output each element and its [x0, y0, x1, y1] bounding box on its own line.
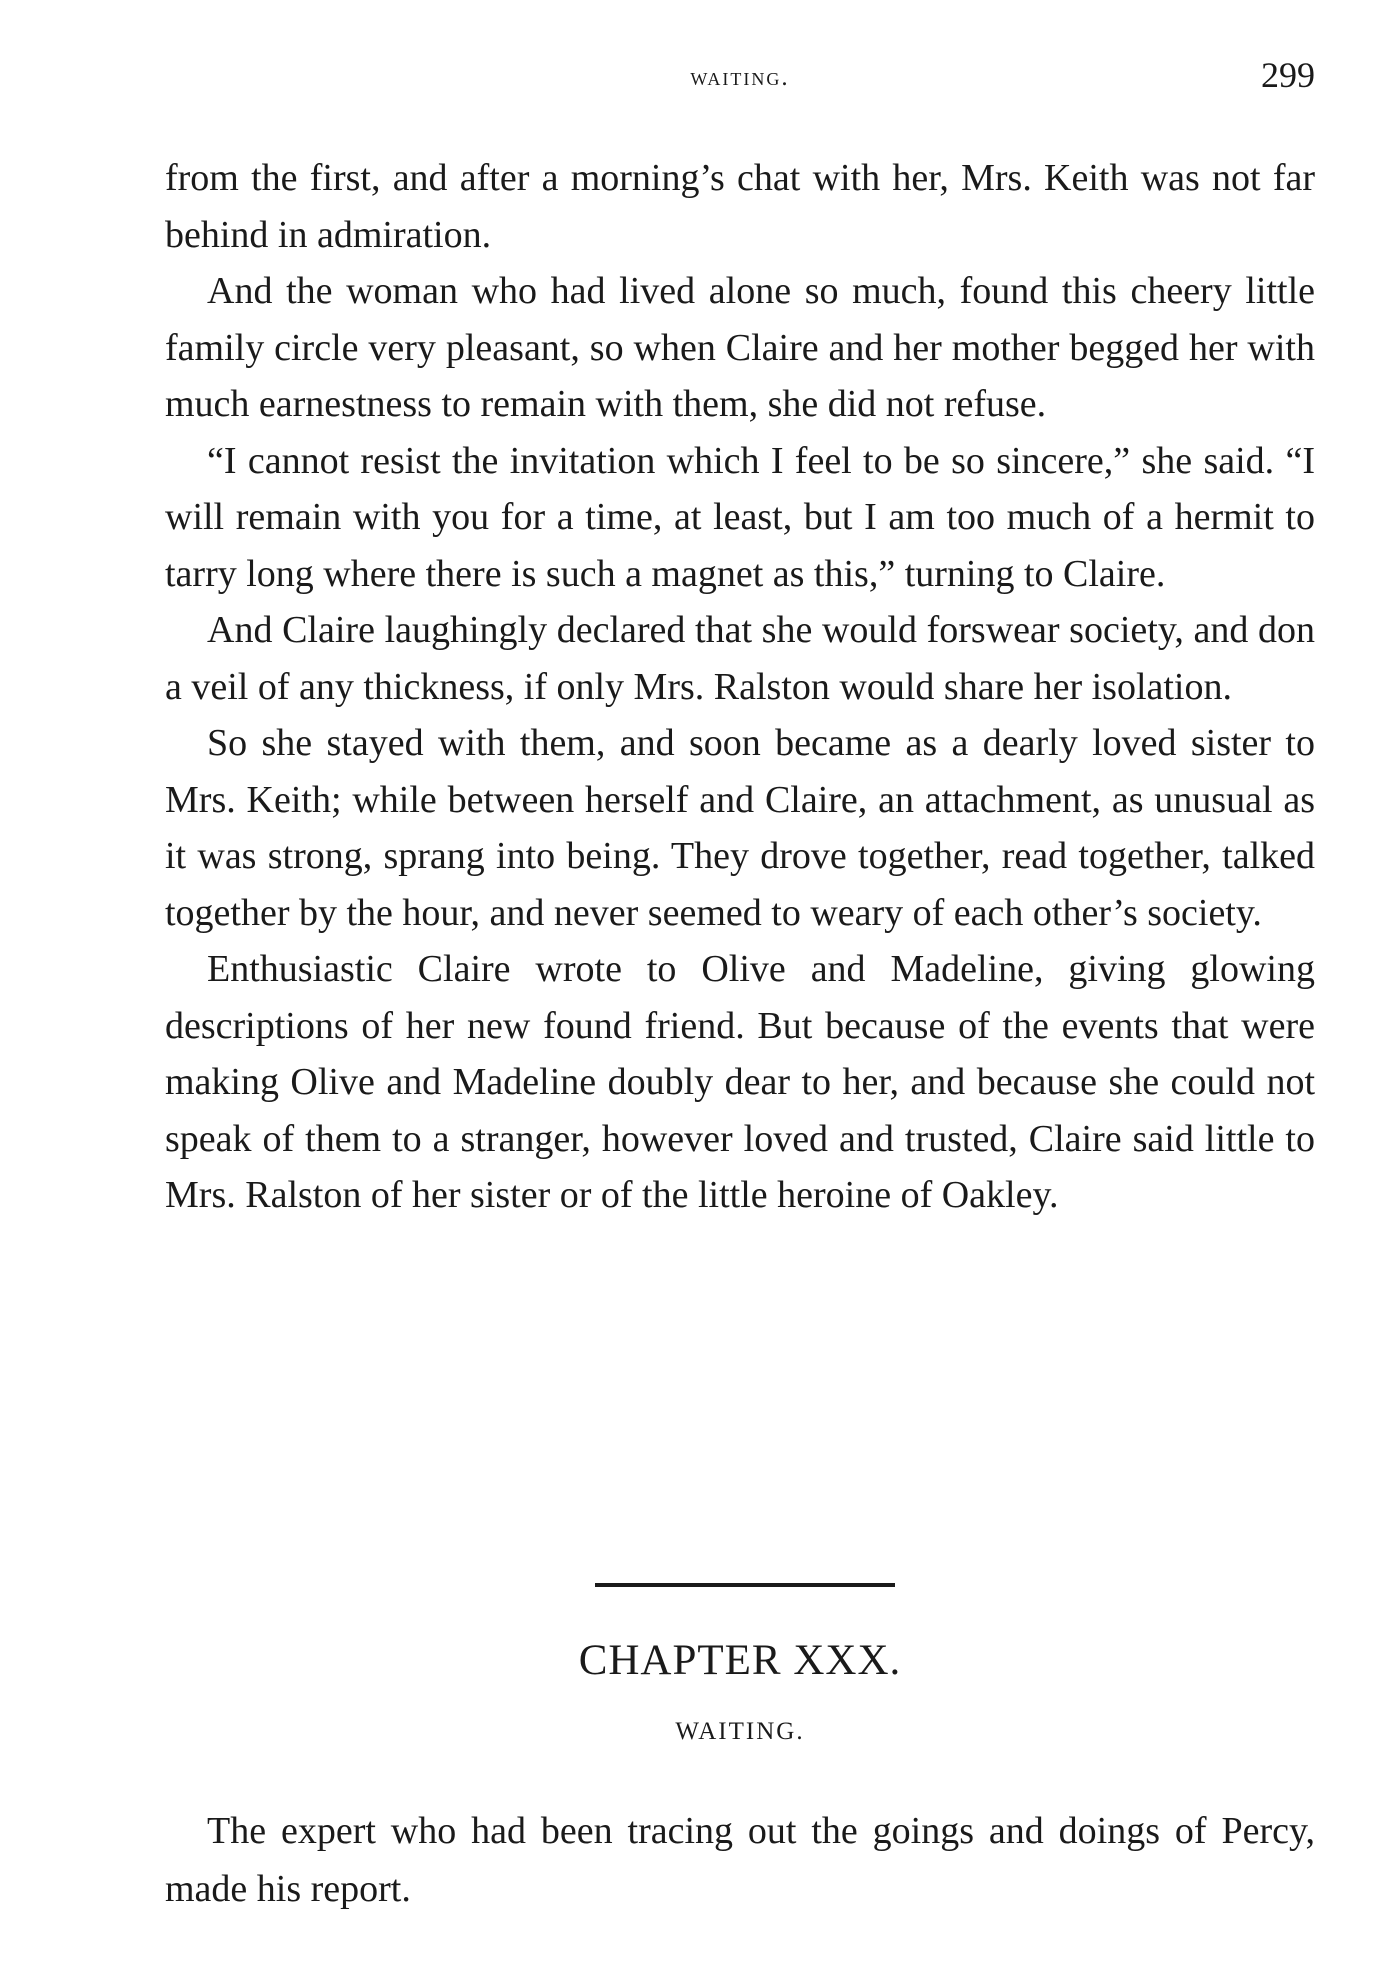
page-number: 299 [1261, 55, 1315, 95]
paragraph: So she stayed with them, and soon became as a dearly loved sister to Mrs. Keith; while between herself and Claire, an attachment, as unusual as it was strong, sprang into being. They drove together, read together, talked together by the hour, and never seemed to weary of each other’s society. [165, 722, 1315, 934]
paragraph: And the woman who had lived alone so much, found this cheery little family circle very pleasant, so when Claire and her mother begged her with much earnestness to remain with them, she did not refuse. [165, 270, 1315, 425]
section-divider-rule [595, 1583, 895, 1587]
paragraph: The expert who had been tracing out the goings and doings of Percy, made his report. [165, 1810, 1315, 1910]
body-text [165, 150, 1315, 1224]
chapter-body-text [165, 1802, 1315, 1918]
chapter-heading: CHAPTER XXX. [578, 1637, 902, 1684]
paragraph: And Claire laughingly declared that she would forswear society, and don a veil of any thickness, if only Mrs. Ralston would share her isolation. [165, 609, 1315, 708]
chapter-subtitle: WAITING. [675, 1718, 805, 1745]
paragraph-continuation: from the first, and after a morning’s chat with her, Mrs. Keith was not far behind in admiration. [165, 157, 1315, 256]
paragraph: Enthusiastic Claire wrote to Olive and Madeline, giving glowing descriptions of her new found friend. But because of the events that were making Olive and Madeline doubly dear to her, and because she could not speak of them to a stranger, however loved and trusted, Claire said little to Mrs. Ralston of her sister or of the little heroine of Oakley. [165, 948, 1315, 1216]
paragraph: “I cannot resist the invitation which I feel to be so sincere,” she said. “I will remain with you for a time, at least, but I am too much of a hermit to tarry long where there is such a magnet as this,” turning to Claire. [165, 439, 1315, 595]
running-head [165, 54, 1315, 104]
running-title: waiting. [690, 64, 790, 91]
